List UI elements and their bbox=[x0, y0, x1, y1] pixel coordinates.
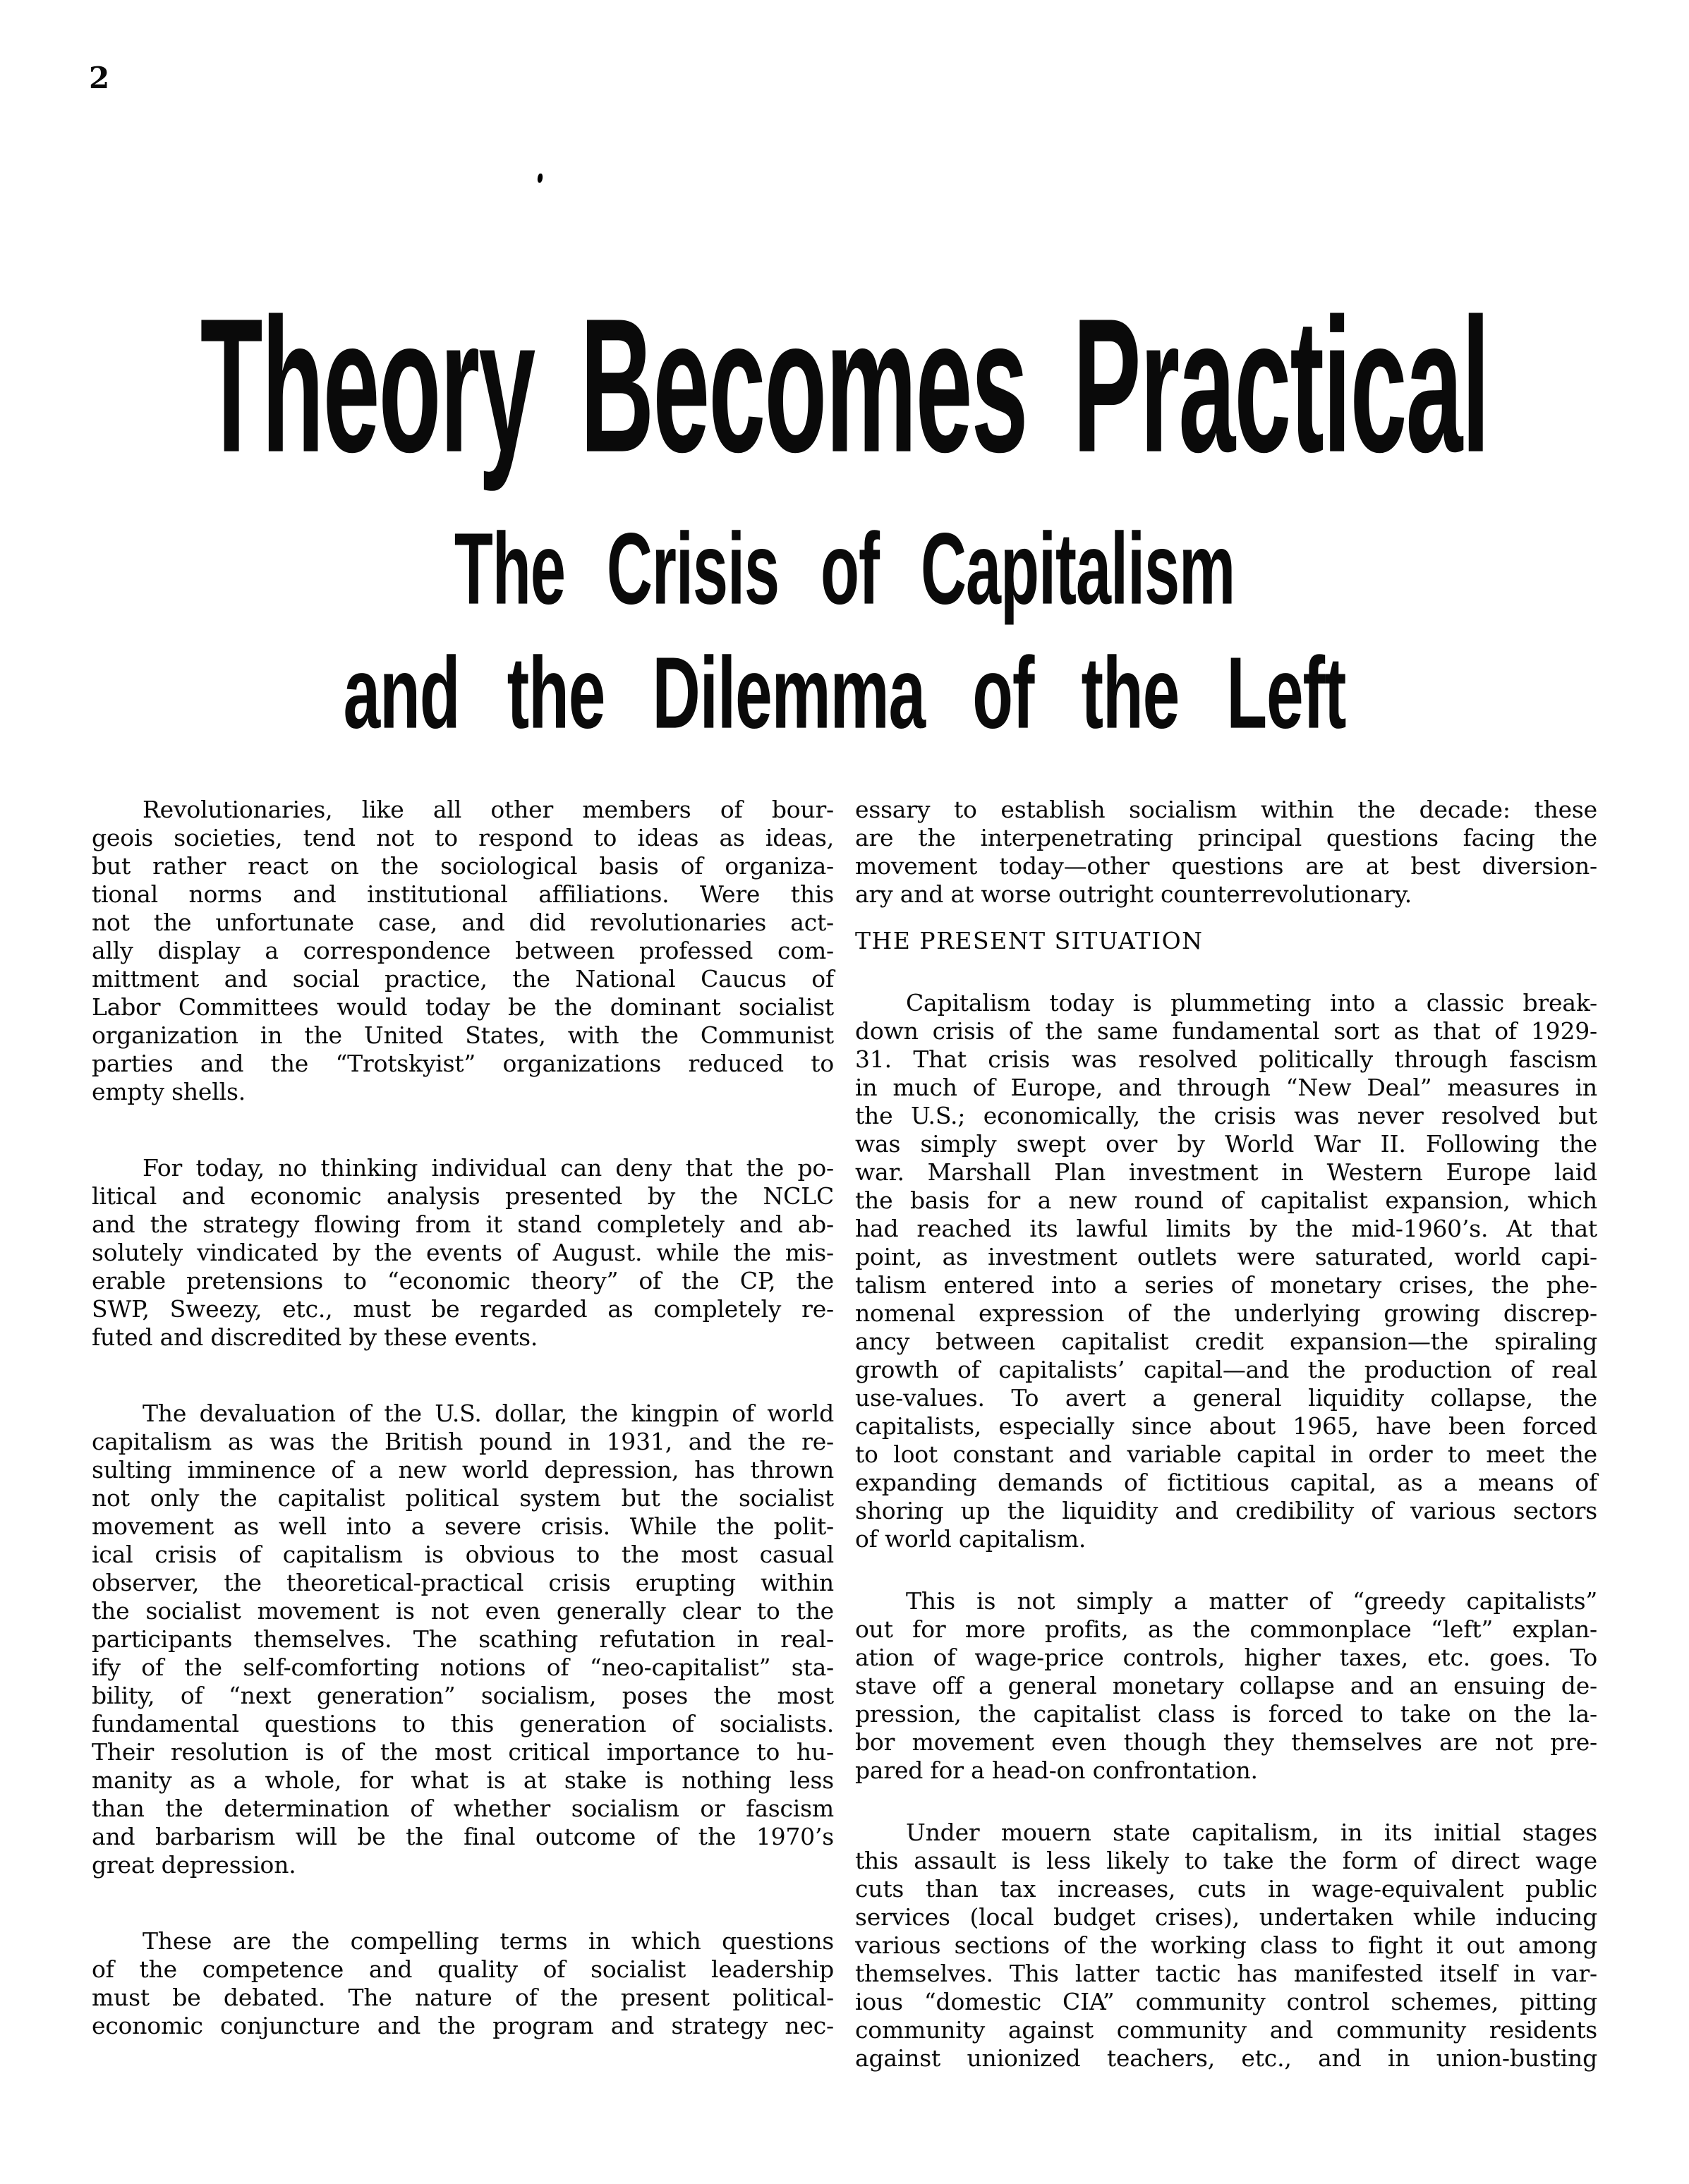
text-line: erable pretensions to “economic theory” of the CP, the bbox=[92, 1267, 834, 1294]
text-line: manity as a whole, for what is at stake is nothing less bbox=[92, 1766, 834, 1794]
text-line: not the unfortunate case, and did revolutionaries act- bbox=[92, 909, 834, 936]
text-line: These are the compelling terms in which questions bbox=[143, 1927, 834, 1955]
text-line: use-values. To avert a general liquidity collapse, the bbox=[855, 1384, 1597, 1412]
text-line: various sections of the working class to fight it out among bbox=[855, 1931, 1597, 1959]
article-subtitle-line-2: and the Dilemma of the Left bbox=[343, 637, 1346, 751]
text-line: Capitalism today is plummeting into a classic break- bbox=[906, 989, 1597, 1017]
text-line: empty shells. bbox=[92, 1078, 246, 1105]
text-line: community against community and community residents bbox=[855, 2016, 1597, 2044]
text-line: The devaluation of the U.S. dollar, the kingpin of world bbox=[143, 1400, 834, 1427]
body-paragraph bbox=[92, 1927, 834, 2040]
text-line: Their resolution is of the most critical importance to hu- bbox=[92, 1738, 834, 1766]
text-line: capitalism as was the British pound in 1931, and the re- bbox=[92, 1428, 834, 1455]
text-line: This is not simply a matter of “greedy capitalists” bbox=[906, 1587, 1597, 1615]
text-line: pared for a head-on confrontation. bbox=[855, 1757, 1258, 1784]
text-line: sulting imminence of a new world depression, has thrown bbox=[92, 1456, 834, 1484]
text-line: futed and discredited by these events. bbox=[92, 1323, 538, 1351]
text-line: cuts than tax increases, cuts in wage-equivalent public bbox=[855, 1875, 1597, 1903]
ink-speck bbox=[537, 174, 543, 183]
text-line: growth of capitalists’ capital—and the production of real bbox=[855, 1356, 1597, 1383]
text-line: out for more profits, as the commonplace “left” explan- bbox=[855, 1615, 1597, 1643]
text-line: to loot constant and variable capital in order to meet the bbox=[855, 1440, 1597, 1468]
text-line: ary and at worse outright counterrevolutionary. bbox=[855, 880, 1412, 908]
left-column bbox=[92, 796, 834, 2073]
text-line: the socialist movement is not even generally clear to the bbox=[92, 1597, 834, 1625]
text-line: the basis for a new round of capitalist expansion, which bbox=[855, 1187, 1597, 1214]
text-line: solutely vindicated by the events of August. while the mis- bbox=[92, 1239, 834, 1266]
text-line: Under mouern state capitalism, in its initial stages bbox=[906, 1819, 1597, 1846]
section-heading: THE PRESENT SITUATION bbox=[855, 927, 1204, 954]
text-line: expanding demands of fictitious capital, as a means of bbox=[855, 1469, 1597, 1496]
text-line: Labor Committees would today be the dominant socialist bbox=[92, 993, 834, 1021]
article-body bbox=[92, 796, 1597, 2073]
text-line: of world capitalism. bbox=[855, 1525, 1086, 1553]
text-line: fundamental questions to this generation of socialists. bbox=[92, 1710, 834, 1737]
text-line: pression, the capitalist class is forced to take on the la- bbox=[855, 1700, 1597, 1728]
text-line: ious “domestic CIA” community control schemes, pitting bbox=[855, 1988, 1597, 2015]
body-paragraph bbox=[92, 1154, 834, 1352]
text-line: themselves. This latter tactic has manifested itself in var- bbox=[855, 1960, 1597, 1987]
text-line: Revolutionaries, like all other members of bour- bbox=[143, 796, 834, 823]
text-line: down crisis of the same fundamental sort as that of 1929- bbox=[855, 1017, 1597, 1045]
text-line: against unionized teachers, etc., and in union-busting bbox=[855, 2044, 1597, 2072]
text-line: ify of the self-comforting notions of “neo-capitalist” sta- bbox=[92, 1654, 834, 1681]
text-line: not only the capitalist political system but the socialist bbox=[92, 1484, 834, 1512]
text-line: parties and the “Trotskyist” organizations reduced to bbox=[92, 1050, 834, 1077]
text-line: tional norms and institutional affiliations. Were this bbox=[92, 880, 834, 908]
text-line: ation of wage-price controls, higher taxes, etc. goes. To bbox=[855, 1644, 1597, 1671]
text-line: observer, the theoretical-practical crisis erupting within bbox=[92, 1569, 834, 1596]
body-paragraph bbox=[855, 1819, 1597, 2073]
text-line: SWP, Sweezy, etc., must be regarded as completely re- bbox=[92, 1295, 834, 1323]
right-column bbox=[855, 796, 1597, 2073]
text-line: ancy between capitalist credit expansion—the spiraling bbox=[855, 1328, 1597, 1355]
text-line: and the strategy flowing from it stand completely and ab- bbox=[92, 1211, 834, 1238]
text-line: this assault is less likely to take the form of direct wage bbox=[855, 1847, 1597, 1874]
text-line: stave off a general monetary collapse and an ensuing de- bbox=[855, 1672, 1597, 1699]
text-line: movement today—other questions are at best diversion- bbox=[855, 852, 1597, 880]
text-line: than the determination of whether socialism or fascism bbox=[92, 1795, 834, 1822]
text-line: movement as well into a severe crisis. While the polit- bbox=[92, 1512, 834, 1540]
text-line: the U.S.; economically, the crisis was never resolved but bbox=[855, 1102, 1597, 1129]
text-line: talism entered into a series of monetary crises, the phe- bbox=[855, 1271, 1597, 1299]
text-line: participants themselves. The scathing refutation in real- bbox=[92, 1625, 834, 1653]
text-line: capitalists, especially since about 1965, have been forced bbox=[855, 1412, 1597, 1440]
text-line: shoring up the liquidity and credibility of various sectors bbox=[855, 1497, 1597, 1524]
text-line: geois societies, tend not to respond to ideas as ideas, bbox=[92, 824, 834, 851]
text-line: bor movement even though they themselves are not pre- bbox=[855, 1728, 1597, 1756]
article-subtitle-line-1: The Crisis of Capitalism bbox=[454, 513, 1235, 626]
body-paragraph bbox=[855, 796, 1597, 909]
text-line: are the interpenetrating principal questions facing the bbox=[855, 824, 1597, 851]
text-line: economic conjuncture and the program and strategy nec- bbox=[92, 2012, 834, 2039]
text-line: of the competence and quality of socialist leadership bbox=[92, 1955, 834, 1983]
text-line: bility, of “next generation” socialism, poses the most bbox=[92, 1682, 834, 1709]
text-line: great depression. bbox=[92, 1851, 296, 1879]
text-line: point, as investment outlets were saturated, world capi- bbox=[855, 1243, 1597, 1270]
text-line: organization in the United States, with the Communist bbox=[92, 1021, 834, 1049]
text-line: 31. That crisis was resolved politically through fascism bbox=[855, 1045, 1597, 1073]
article-title: Theory Becomes Practical bbox=[200, 279, 1489, 492]
text-line: must be debated. The nature of the present political- bbox=[92, 1984, 834, 2011]
text-line: mittment and social practice, the National Caucus of bbox=[92, 965, 834, 993]
text-line: war. Marshall Plan investment in Western Europe laid bbox=[855, 1158, 1597, 1186]
body-paragraph bbox=[92, 796, 834, 1106]
text-line: ical crisis of capitalism is obvious to the most casual bbox=[92, 1541, 834, 1568]
text-line: and barbarism will be the final outcome of the 1970’s bbox=[92, 1823, 834, 1850]
page-number: 2 bbox=[89, 61, 110, 95]
text-line: litical and economic analysis presented by the NCLC bbox=[92, 1182, 834, 1210]
text-line: services (local budget crises), undertaken while inducing bbox=[855, 1903, 1597, 1931]
text-line: was simply swept over by World War II. Following the bbox=[855, 1130, 1597, 1158]
text-line: in much of Europe, and through “New Deal” measures in bbox=[855, 1074, 1597, 1101]
body-paragraph bbox=[92, 1400, 834, 1879]
text-line: essary to establish socialism within the decade: these bbox=[855, 796, 1597, 823]
text-line: had reached its lawful limits by the mid-1960’s. At that bbox=[855, 1215, 1597, 1242]
body-paragraph bbox=[855, 989, 1597, 1553]
text-line: nomenal expression of the underlying growing discrep- bbox=[855, 1299, 1597, 1327]
text-line: For today, no thinking individual can deny that the po- bbox=[143, 1154, 834, 1182]
text-line: but rather react on the sociological basis of organiza- bbox=[92, 852, 834, 880]
body-paragraph bbox=[855, 1587, 1597, 1785]
text-line: ally display a correspondence between professed com- bbox=[92, 937, 834, 964]
